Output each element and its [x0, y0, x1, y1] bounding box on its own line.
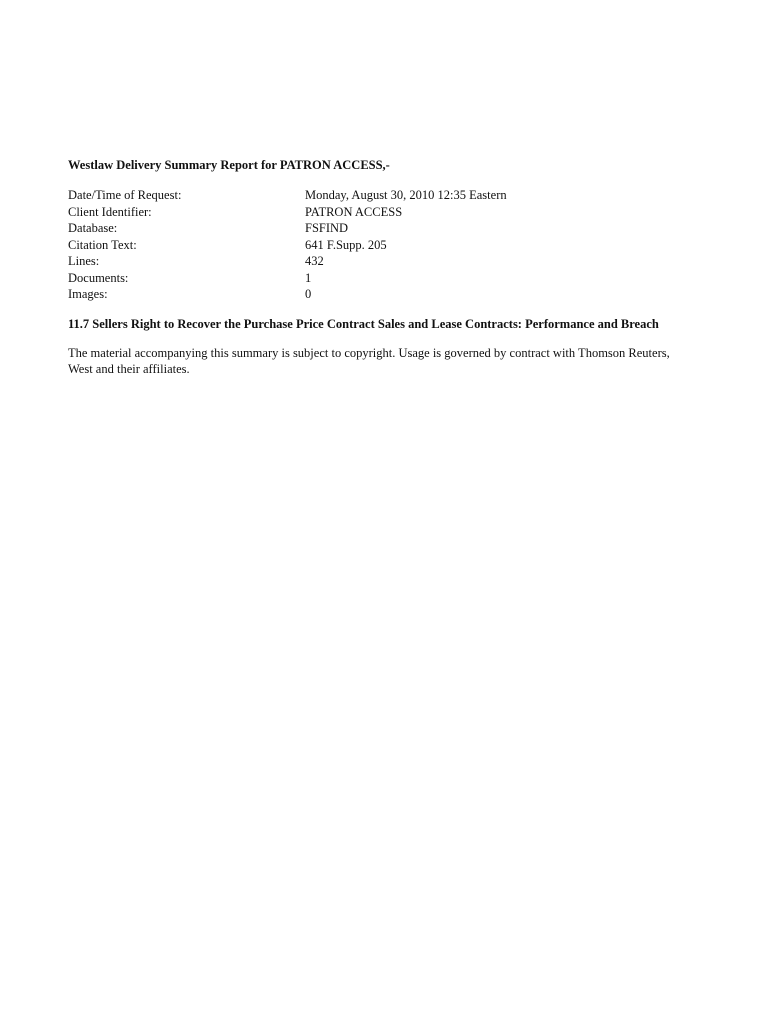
- detail-row-images: [68, 286, 708, 303]
- detail-label: Database:: [68, 221, 118, 235]
- request-details: [68, 187, 708, 303]
- detail-label: Lines:: [68, 254, 100, 268]
- detail-row-client-identifier: [68, 204, 708, 221]
- detail-label: Documents:: [68, 270, 129, 285]
- detail-value: Monday, August 30, 2010 12:35 Eastern: [305, 188, 507, 202]
- detail-value: 0: [305, 287, 312, 301]
- detail-value: 432: [305, 254, 324, 268]
- detail-value: 641 F.Supp. 205: [305, 237, 387, 252]
- detail-value: FSFIND: [305, 221, 349, 235]
- detail-label: Citation Text:: [68, 237, 137, 252]
- detail-label: Client Identifier:: [68, 204, 152, 219]
- detail-row-lines: [68, 253, 708, 270]
- detail-label: Date/Time of Request:: [68, 188, 182, 202]
- detail-value: 1: [305, 270, 312, 285]
- detail-label: Images:: [68, 287, 108, 301]
- detail-row-documents: [68, 270, 708, 287]
- detail-value: PATRON ACCESS: [305, 204, 403, 219]
- document-heading: 11.7 Sellers Right to Recover the Purchase Price Contract Sales and Lease Contracts: Performance and Breach: [68, 317, 659, 331]
- detail-row-date-time: [68, 187, 708, 204]
- detail-row-database: [68, 220, 708, 237]
- detail-row-citation-text: [68, 237, 708, 254]
- report-title: Westlaw Delivery Summary Report for PATRON ACCESS,-: [68, 158, 390, 172]
- copyright-notice: The material accompanying this summary is subject to copyright. Usage is governed by contract with Thomson Reuters, West and their affiliates.: [68, 346, 670, 376]
